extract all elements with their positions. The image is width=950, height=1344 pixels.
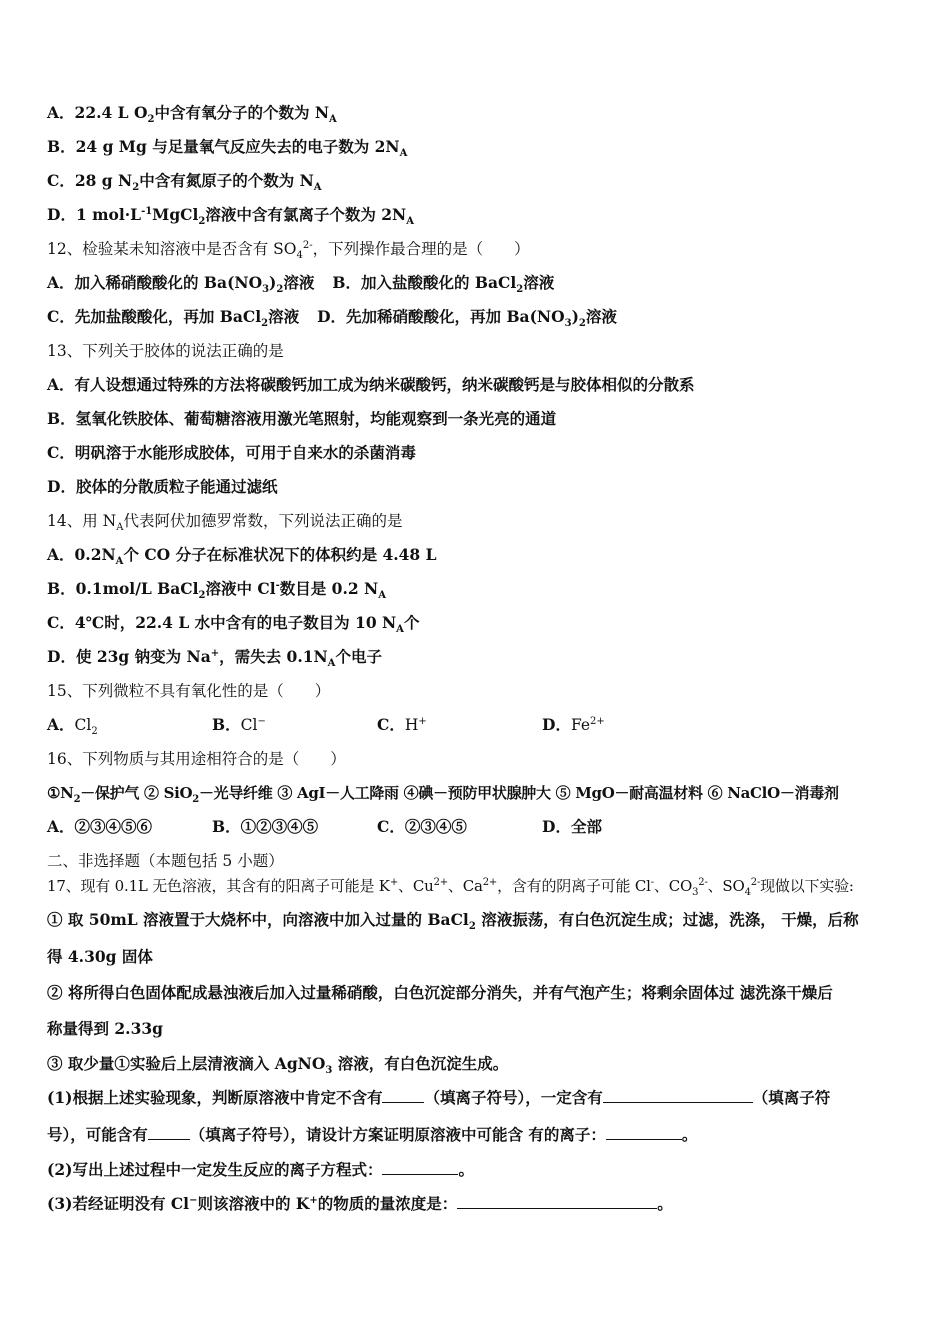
text: B．0.1mol/L BaCl [47, 579, 199, 598]
q16-option-b [212, 817, 377, 837]
q14-option-d [47, 647, 382, 670]
text: 、SO [707, 877, 745, 895]
text: (2)写出上述过程中一定发生反应的离子方程式： [47, 1160, 383, 1179]
superscript: - [650, 877, 654, 888]
text: (1)根据上述实验现象，判断原溶液中肯定不含有 [47, 1088, 383, 1107]
q11-option-d [47, 205, 414, 228]
subscript: A [329, 114, 337, 126]
answer-blank[interactable] [148, 1125, 190, 1140]
q16-options [47, 817, 707, 837]
subscript: A [406, 216, 414, 228]
option-label: D． [317, 307, 347, 326]
q15-option-b [212, 715, 377, 735]
text: 溶液振荡，有白色沉淀生成；过滤，洗涤， 干燥，后称 [475, 910, 859, 929]
superscript: + [389, 877, 399, 888]
superscript: 2+ [590, 715, 605, 727]
text: 代表阿伏加德罗常数，下列说法正确的是 [123, 512, 403, 530]
q16-option-c [377, 817, 542, 837]
superscript: - [275, 579, 280, 591]
option-label: A． [47, 273, 75, 292]
text: Cl [240, 716, 258, 734]
q14-option-a [47, 545, 437, 568]
subscript: 3 [262, 284, 270, 296]
superscript: − [257, 715, 266, 727]
q17-step2-line1: ② 将所得白色固体配成悬浊液后加入过量稀硝酸，白色沉淀部分消失，并有气泡产生；将剩余固体过 滤洗涤干燥后 [47, 983, 833, 1002]
subscript: 2 [192, 794, 199, 805]
text: 。 [681, 1125, 698, 1144]
q17-stem [47, 876, 854, 896]
text: 、Ca [447, 877, 483, 895]
q17-step1-line2: 得 4.30g 固体 [47, 947, 153, 966]
q12-options-cd [47, 307, 617, 330]
option-label: A． [47, 715, 75, 734]
text: MgCl [152, 205, 199, 224]
text: Fe [570, 716, 591, 734]
text: （填离子符号），请设计方案证明原溶液中可能含 有的离子： [189, 1125, 606, 1144]
subscript: A [327, 658, 336, 670]
q11-option-b [47, 137, 408, 160]
q15-options [47, 715, 707, 738]
text: ，含有的阴离子可能 Cl [497, 877, 651, 895]
q15-option-d [542, 715, 707, 735]
text: 22.4 L O [74, 103, 148, 122]
text: C．4℃时，22.4 L 水中含有的电子数目为 10 N [47, 613, 397, 632]
text: 全部 [570, 817, 602, 836]
q17-part1-line2 [47, 1125, 697, 1145]
option-label: C． [377, 715, 405, 734]
option-label: B． [212, 817, 241, 836]
text: 溶液 [283, 273, 315, 292]
q11-option-a [47, 103, 337, 126]
subscript: 2 [516, 284, 524, 296]
text: ) [269, 273, 277, 292]
text: Cl [74, 716, 92, 734]
answer-blank[interactable] [603, 1088, 753, 1103]
text: 个电子 [335, 647, 382, 666]
q14-stem [47, 511, 403, 534]
text: 。 [657, 1194, 673, 1213]
text: 溶液中 Cl [205, 579, 276, 598]
superscript: 2- [750, 877, 761, 888]
text: －保护气 ② SiO [80, 784, 193, 802]
superscript: − [189, 1194, 198, 1206]
subscript: 3 [564, 318, 572, 330]
text: ③ 取少量①实验后上层清液滴入 AgNO [47, 1054, 326, 1073]
text: 溶液 [523, 273, 555, 292]
superscript: 2+ [433, 877, 448, 888]
superscript: -1 [141, 205, 153, 217]
text: 加入盐酸酸化的 BaCl [360, 273, 517, 292]
subscript: A [378, 590, 386, 602]
q17-step2-line2: 称量得到 2.33g [47, 1019, 163, 1038]
subscript: 2 [261, 318, 269, 330]
q15-option-c [377, 715, 542, 735]
text: 、Cu [398, 877, 434, 895]
option-label: B． [47, 137, 76, 156]
text: 17、现有 0.1L 无色溶液，其含有的阳离子可能是 K [47, 877, 390, 895]
text: ) [571, 307, 579, 326]
q13-option-a: A．有人设想通过特殊的方法将碳酸钙加工成为纳米碳酸钙，纳米碳酸钙是与胶体相似的分散系 [47, 375, 695, 394]
subscript: 2 [276, 284, 284, 296]
text: 溶液 [585, 307, 617, 326]
option-label: C． [47, 171, 75, 190]
text: 的物质的量浓度是： [317, 1194, 458, 1213]
text: A．0.2N [47, 545, 116, 564]
subscript: 2 [132, 182, 140, 194]
q15-option-a [47, 715, 212, 738]
q16-items [47, 783, 839, 803]
subscript: 2 [198, 590, 206, 602]
q16-stem: 16、下列物质与其用途相符合的是（ ） [47, 750, 346, 768]
subscript: 3 [325, 1065, 333, 1077]
option-label: C． [47, 307, 75, 326]
subscript: 2 [147, 114, 155, 126]
text: 加入稀硝酸酸化的 Ba(NO [74, 273, 263, 292]
text: ②③④⑤⑥ [74, 817, 153, 836]
superscript: + [210, 647, 220, 659]
text: 数目是 0.2 N [279, 579, 379, 598]
option-label: B． [212, 715, 241, 734]
subscript: 2 [91, 726, 98, 738]
option-label: A． [47, 817, 75, 836]
text: 中含有氮原子的个数为 N [139, 171, 314, 190]
q12-stem [47, 239, 530, 262]
option-label: D． [542, 715, 571, 734]
text: H [404, 716, 419, 734]
text: （填离子符 [752, 1088, 831, 1107]
q15-stem: 15、下列微粒不具有氧化性的是（ ） [47, 682, 331, 700]
q17-step3 [47, 1054, 509, 1077]
text: －光导纤维 ③ AgI－人工降雨 ④碘－预防甲状腺肿大 ⑤ MgO－耐高温材料 ⑥ NaClO－消毒剂 [198, 784, 839, 802]
text: 个 [403, 613, 420, 632]
subscript: 2 [73, 794, 81, 805]
text: 溶液，有白色沉淀生成。 [332, 1054, 509, 1073]
text: (3)若经证明没有 Cl [47, 1194, 190, 1213]
superscript: + [418, 715, 427, 727]
q13-option-b: B．氢氧化铁胶体、葡萄糖溶液用激光笔照射，均能观察到一条光亮的通道 [47, 409, 557, 428]
text: 12、检验某未知溶液中是否含有 SO [47, 240, 297, 258]
text: 24 g Mg 与足量氧气反应失去的电子数为 2N [75, 137, 400, 156]
text: 14、用 N [47, 512, 117, 530]
superscript: + [309, 1194, 318, 1206]
text: 先加稀硝酸酸化，再加 Ba(NO [346, 307, 565, 326]
text: 溶液 [268, 307, 300, 326]
section-heading: 二、非选择题（本题包括 5 小题） [47, 852, 284, 870]
subscript: A [313, 182, 322, 194]
option-label: A． [47, 103, 75, 122]
text: 则该溶液中的 K [197, 1194, 310, 1213]
text: ①②③④⑤ [240, 817, 319, 836]
text: 现做以下实验: [760, 877, 854, 895]
answer-blank[interactable] [382, 1160, 458, 1175]
subscript: 3 [692, 887, 699, 898]
subscript: 2 [578, 318, 586, 330]
q16-option-d [542, 817, 707, 837]
q16-option-a [47, 817, 212, 837]
q17-part2 [47, 1160, 474, 1180]
subscript: 4 [296, 250, 303, 262]
text: 先加盐酸酸化，再加 BaCl [74, 307, 262, 326]
text: ① 取 50mL 溶液置于大烧杯中，向溶液中加入过量的 BaCl [47, 910, 469, 929]
superscript: 2- [698, 877, 708, 888]
subscript: A [116, 522, 124, 534]
superscript: 2- [302, 239, 313, 251]
subscript: 4 [744, 887, 751, 898]
text: ，需失去 0.1N [219, 647, 328, 666]
answer-blank[interactable] [606, 1125, 682, 1140]
q14-option-b [47, 579, 386, 602]
text: 溶液中含有氯离子个数为 2N [205, 205, 407, 224]
superscript: 2+ [482, 877, 498, 888]
option-label: D． [542, 817, 571, 836]
q12-options-ab [47, 273, 555, 296]
text: 中含有氧分子的个数为 N [154, 103, 330, 122]
option-label: C． [377, 817, 405, 836]
q13-stem: 13、下列关于胶体的说法正确的是 [47, 342, 284, 360]
q17-step1-line1 [47, 910, 859, 933]
answer-blank[interactable] [457, 1194, 657, 1209]
answer-blank[interactable] [382, 1088, 424, 1103]
subscript: 2 [468, 921, 476, 933]
q17-part3 [47, 1194, 673, 1214]
subscript: A [399, 148, 408, 160]
text: D．使 23g 钠变为 Na [47, 647, 211, 666]
text: 个 CO 分子在标准状况下的体积约是 4.48 L [123, 545, 437, 564]
q13-option-d: D．胶体的分散质粒子能通过滤纸 [47, 477, 278, 496]
text: （填离子符号），一定含有 [424, 1088, 603, 1107]
option-label: B． [332, 273, 361, 292]
text: ，下列操作最合理的是（ ） [312, 240, 530, 258]
option-label: D． [47, 205, 76, 224]
subscript: A [115, 556, 124, 568]
q17-part1-line1 [47, 1088, 830, 1108]
text: ①N [47, 784, 74, 802]
q11-option-c [47, 171, 322, 194]
text: 号），可能含有 [47, 1125, 148, 1144]
text: 、CO [653, 877, 693, 895]
subscript: A [396, 624, 404, 636]
text: ②③④⑤ [404, 817, 467, 836]
subscript: 2 [198, 216, 206, 228]
q13-option-c: C．明矾溶于水能形成胶体，可用于自来水的杀菌消毒 [47, 443, 416, 462]
text: 28 g N [74, 171, 133, 190]
text: 。 [458, 1160, 474, 1179]
text: 1 mol·L [75, 205, 142, 224]
q14-option-c [47, 613, 420, 636]
